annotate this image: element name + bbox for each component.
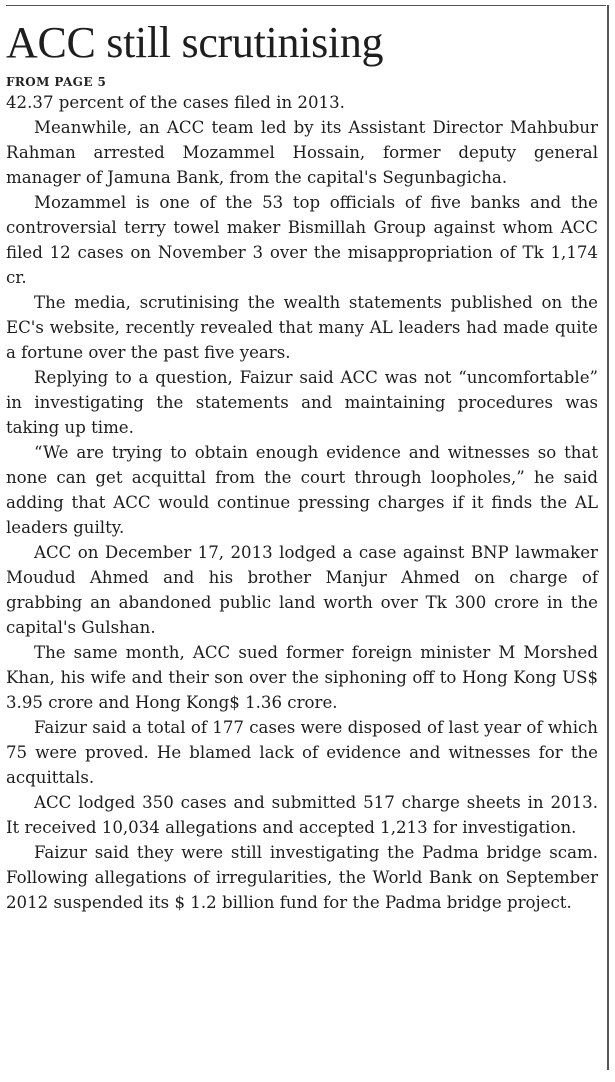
top-rule xyxy=(6,5,606,6)
paragraph: Meanwhile, an ACC team led by its Assistant Director Mahbubur Rahman arrested Mozammel Hossain, former deputy general manager of Jamuna Bank, from the capital's Segunbagicha. xyxy=(6,118,598,187)
paragraph: The media, scrutinising the wealth statements published on the EC's website, recently revealed that many AL leaders had made quite a fortune over the past five years. xyxy=(6,293,598,362)
column-rule xyxy=(607,5,609,1070)
paragraph: Faizur said a total of 177 cases were disposed of last year of which 75 were proved. He blamed lack of evidence and witnesses for the acquittals. xyxy=(6,718,598,787)
article xyxy=(6,16,598,915)
paragraph: Faizur said they were still investigating the Padma bridge scam. Following allegations of irregularities, the World Bank on September 2012 suspended its $ 1.2 billion fund for the Padma bridge project. xyxy=(6,843,598,912)
paragraph: Replying to a question, Faizur said ACC was not “uncomfortable” in investigating the statements and maintaining procedures was taking up time. xyxy=(6,368,598,437)
paragraph: The same month, ACC sued former foreign minister M Morshed Khan, his wife and their son over the siphoning off to Hong Kong US$ 3.95 crore and Hong Kong$ 1.36 crore. xyxy=(6,643,598,712)
continuation-kicker: FROM PAGE 5 xyxy=(6,75,107,89)
paragraph: 42.37 percent of the cases filed in 2013. xyxy=(6,93,345,112)
paragraph: Mozammel is one of the 53 top officials of five banks and the controversial terry towel maker Bismillah Group against whom ACC filed 12 cases on November 3 over the misappropriation of Tk 1,174 cr. xyxy=(6,193,598,287)
paragraph: ACC lodged 350 cases and submitted 517 charge sheets in 2013. It received 10,034 allegations and accepted 1,213 for investigation. xyxy=(6,793,598,837)
paragraph: “We are trying to obtain enough evidence and witnesses so that none can get acquittal from the court through loopholes,” he said adding that ACC would continue pressing charges if it finds the AL leaders guilty. xyxy=(6,443,598,537)
article-body xyxy=(6,90,598,915)
paragraph: ACC on December 17, 2013 lodged a case against BNP lawmaker Moudud Ahmed and his brother Manjur Ahmed on charge of grabbing an abandoned public land worth over Tk 300 crore in the capital's Gulshan. xyxy=(6,543,598,637)
headline: ACC still scrutinising xyxy=(6,18,384,67)
